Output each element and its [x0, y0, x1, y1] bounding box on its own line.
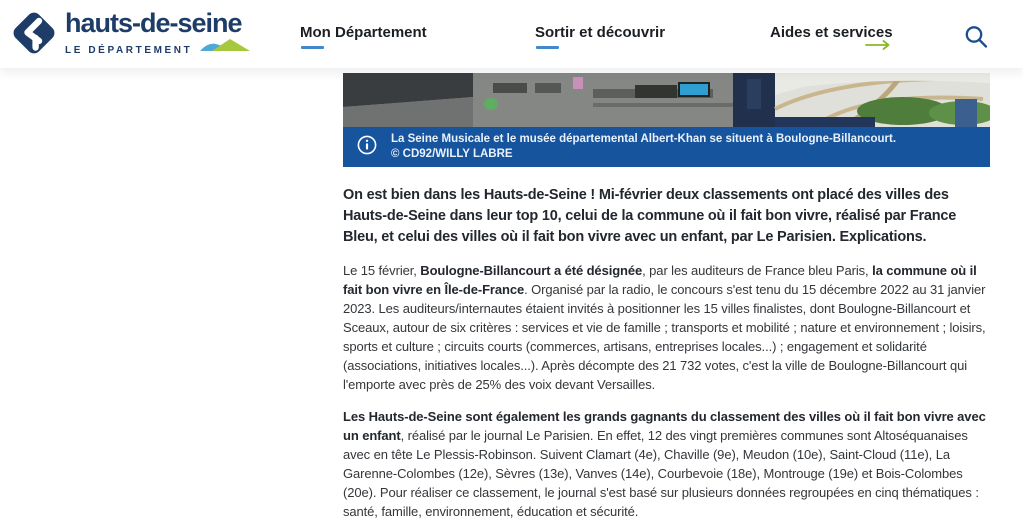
- search-button[interactable]: [961, 24, 991, 52]
- nav-label: Sortir et découvrir: [535, 24, 666, 41]
- image-caption: La Seine Musicale et le musée départemental Albert-Khan se situent à Boulogne-Billancourt.: [391, 133, 897, 145]
- image-credit: © CD92/WILLY LABRE: [391, 148, 513, 160]
- info-icon: [357, 135, 377, 160]
- nav-item-aides-et-services[interactable]: [770, 24, 893, 41]
- article-intro: On est bien dans les Hauts-de-Seine ! Mi-février deux classements ont placé des villes des Hauts-de-Seine dans leur top 10, celui de la commune où il fait bon vivre, réalisé par France Bleu, et celui des villes où il fait bon vivre avec un enfant, par Le Parisien. Explications.: [343, 187, 957, 245]
- nav-label: Mon Département: [300, 24, 427, 41]
- article-paragraph-1: Le 15 février, Boulogne-Billancourt a été désignée, par les auditeurs de France bleu Paris, la commune où il fait bon vivre en Île-de-France. Organisé par la radio, le concours s'est tenu du 15 décembre 2022 au 31 janvier 2023. Les auditeurs/internautes étaient invités à positionner les 15 villes finalistes, dont Boulogne-Billancourt et Sceaux, autour de six critères : services et vie de famille ; transports et mobilité ; nature et environnement ; loisirs, sports et culture ; circuits courts (commerces, artisans, entreprises locales...) ; engagement et solidarité (associations, initiatives locales...). Après décompte des 21 732 votes, c'est la ville de Boulogne-Billancourt qui l'emporte avec près de 25% des voix devant Versailles.: [343, 263, 986, 392]
- nav-underline: [301, 46, 324, 49]
- image-caption-bar: [343, 127, 990, 167]
- nav-label: Aides et services: [770, 24, 893, 41]
- logo-subtitle: LE DÉPARTEMENT: [65, 45, 193, 56]
- article-content: [343, 68, 990, 521]
- article-hero: [343, 73, 990, 167]
- logo-hills-icon: [200, 38, 250, 56]
- article-hero-image: [343, 73, 990, 127]
- nav-item-mon-departement[interactable]: [300, 24, 427, 41]
- article-paragraph-2: Les Hauts-de-Seine sont également les grands gagnants du classement des villes où il fait bon vivre avec un enfant, réalisé par le journal Le Parisien. En effet, 12 des vingt premières communes sont Altoséquanaises avec en tête Le Plessis-Robinson. Suivent Clamart (4e), Chaville (9e), Meudon (10e), Saint-Cloud (11e), La Garenne-Colombes (12e), Sèvres (13e), Vanves (14e), Courbevoie (18e), Montrouge (19e) et Bois-Colombes (20e). Pour réaliser ce classement, le journal s'est basé sur plusieurs données regroupées en cinq thématiques : santé, famille, environnement, éducation et sécurité.: [343, 409, 986, 519]
- site-header: [0, 0, 1023, 68]
- logo-diamond-icon: [10, 9, 58, 62]
- nav-underline: [536, 46, 559, 49]
- search-icon: [963, 38, 989, 53]
- logo[interactable]: [10, 9, 250, 62]
- logo-title: hauts-de-seine: [65, 8, 242, 38]
- arrow-right-icon: [865, 37, 891, 54]
- nav-item-sortir-et-decouvrir[interactable]: [535, 24, 665, 41]
